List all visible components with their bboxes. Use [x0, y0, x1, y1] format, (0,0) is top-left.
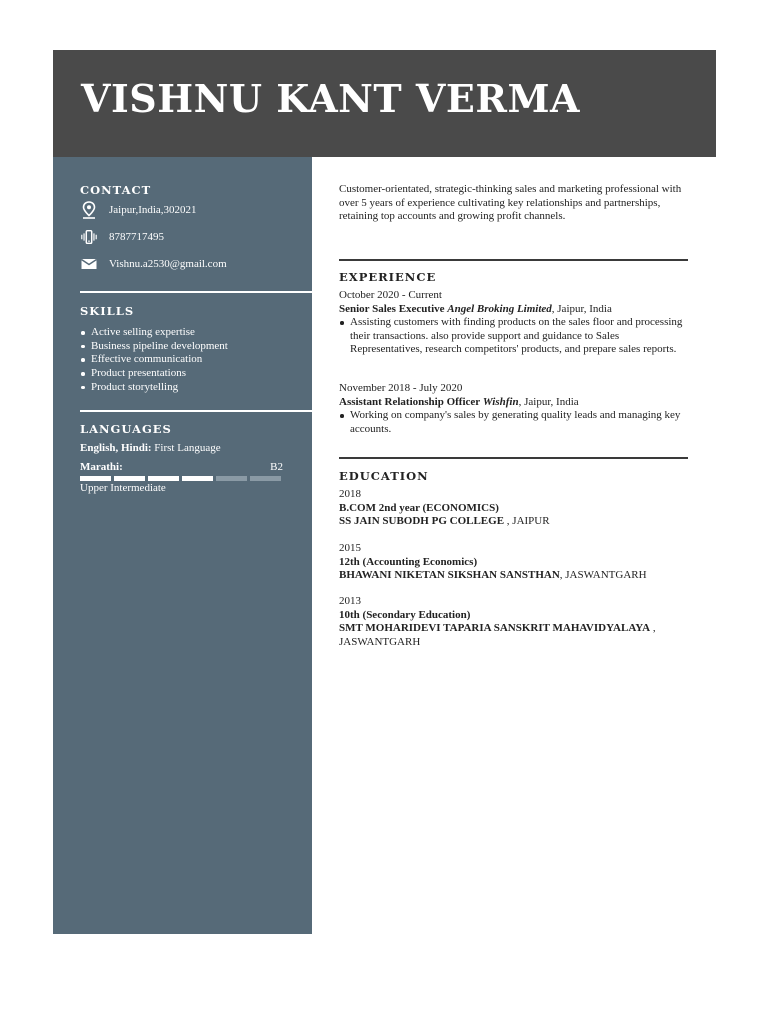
profile-summary: Customer-orientated, strategic-thinking sales and marketing professional with over 5 years of experience cultivating key relationships and partnerships, retaining top accounts and growing profit channels.	[339, 183, 682, 223]
education-school: SMT MOHARIDEVI TAPARIA SANSKRIT MAHAVIDYALAYA	[339, 622, 651, 635]
list-item: Working on company's sales by generating quality leads and managing key accounts.	[339, 409, 688, 436]
mail-icon	[80, 255, 98, 273]
phone-icon	[80, 228, 98, 246]
candidate-name: VISHNU KANT VERMA	[81, 76, 580, 121]
education-degree: B.COM 2nd year (ECONOMICS)	[339, 501, 499, 514]
list-item: Product storytelling	[80, 381, 285, 395]
education-school-line	[339, 622, 688, 649]
job-heading	[339, 396, 688, 410]
list-item: Product presentations	[80, 367, 285, 381]
resume-header	[53, 50, 716, 157]
section-divider	[339, 457, 688, 459]
education-entry	[339, 595, 688, 649]
education-school-line	[339, 569, 688, 583]
education-entry	[339, 542, 688, 583]
language-other-code: B2	[270, 461, 283, 473]
list-item: Business pipeline development	[80, 340, 285, 354]
language-other-name: Marathi:	[80, 461, 123, 473]
education-heading: EDUCATION	[339, 469, 429, 483]
language-marathi	[80, 460, 283, 474]
experience-heading: EXPERIENCE	[339, 270, 437, 284]
job-heading	[339, 303, 688, 317]
proficiency-segment	[250, 476, 281, 481]
contact-phone	[80, 228, 164, 246]
phone-text: 8787717495	[109, 231, 164, 243]
language-native-level: First Language	[154, 442, 221, 454]
sidebar-divider	[80, 410, 312, 412]
job-dates: October 2020 - Current	[339, 289, 442, 301]
education-place: , JASWANTGARH	[559, 569, 647, 582]
email-text: Vishnu.a2530@gmail.com	[109, 258, 227, 270]
job-title: Assistant Relationship Officer	[339, 395, 481, 408]
education-school: SS JAIN SUBODH PG COLLEGE	[339, 515, 505, 528]
skills-heading: SKILLS	[80, 304, 135, 318]
proficiency-segment	[182, 476, 213, 481]
contact-heading: CONTACT	[80, 183, 152, 197]
job-bullets	[339, 316, 688, 357]
education-year: 2018	[339, 488, 361, 500]
education-place: , JASWANTGARH	[339, 622, 656, 648]
list-item: Active selling expertise	[80, 326, 285, 340]
language-other-description: Upper Intermediate	[80, 482, 166, 494]
list-item: Assisting customers with finding products on the sales floor and processing their transactions. also provide support and guidance to Sales Representatives, research competitors' products, and prepare sales reports.	[339, 316, 688, 357]
contact-section	[80, 183, 285, 270]
location-text: Jaipur,India,302021	[109, 204, 197, 216]
languages-section	[80, 422, 285, 495]
job-title: Senior Sales Executive	[339, 302, 445, 315]
education-year: 2015	[339, 542, 361, 554]
skills-section	[80, 304, 285, 395]
languages-heading: LANGUAGES	[80, 422, 172, 436]
job-entry	[339, 382, 688, 436]
education-school: BHAWANI NIKETAN SIKSHAN SANSTHAN	[339, 569, 560, 582]
list-item: Effective communication	[80, 353, 285, 367]
education-degree: 12th (Accounting Economics)	[339, 555, 478, 568]
education-year: 2013	[339, 595, 361, 607]
language-native	[80, 441, 285, 455]
education-degree: 10th (Secondary Education)	[339, 608, 471, 621]
job-location: , Jaipur, India	[551, 302, 612, 315]
contact-location	[80, 201, 197, 219]
sidebar-divider	[80, 291, 312, 293]
location-pin-icon	[80, 201, 98, 219]
section-divider	[339, 259, 688, 261]
education-place: , JAIPUR	[504, 515, 550, 528]
skills-list	[80, 326, 285, 395]
proficiency-segment	[216, 476, 247, 481]
language-native-name: English, Hindi:	[80, 442, 152, 454]
job-dates: November 2018 - July 2020	[339, 382, 463, 394]
sidebar	[53, 157, 312, 934]
contact-email	[80, 255, 227, 273]
job-company: Wishfin	[482, 395, 519, 408]
job-bullets	[339, 409, 688, 436]
job-location: , Jaipur, India	[518, 395, 579, 408]
education-school-line	[339, 515, 688, 529]
education-entry	[339, 488, 688, 529]
job-company: Angel Broking Limited	[447, 302, 552, 315]
job-entry	[339, 289, 688, 357]
